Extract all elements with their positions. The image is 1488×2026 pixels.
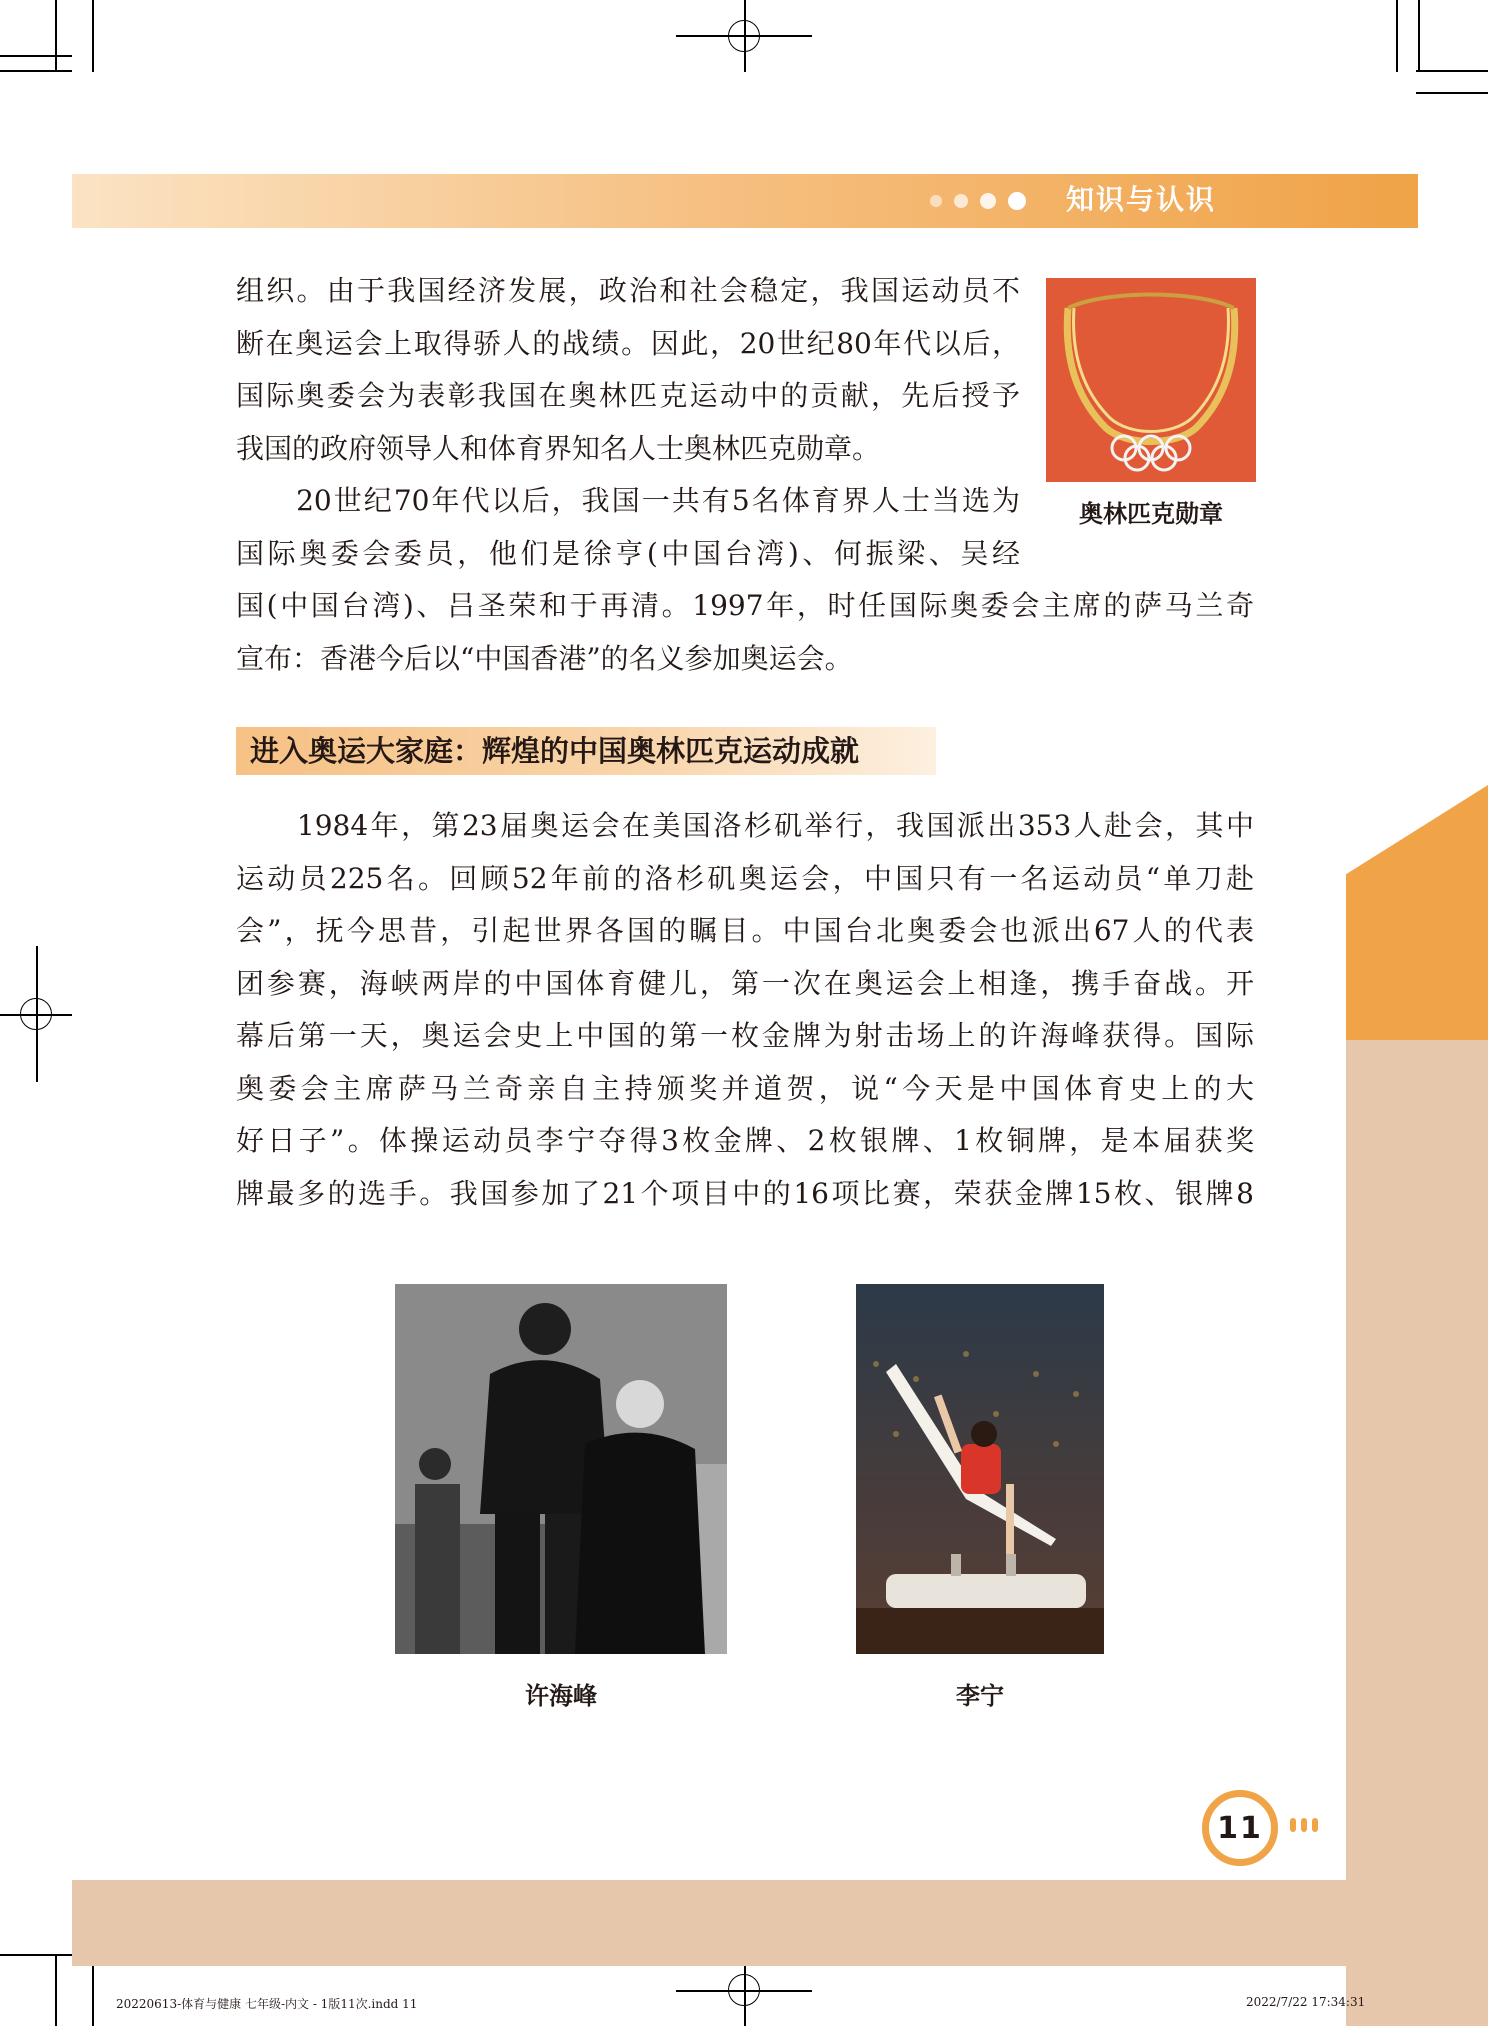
- text-line: 组织。由于我国经济发展，政治和社会稳定，我国运动员不: [236, 274, 1020, 307]
- text-line: 幕后第一天，奥运会史上中国的第一枚金牌为射击场上的许海峰获得。国际: [236, 1019, 1254, 1052]
- header-dot: [980, 193, 996, 209]
- text-line: 国(中国台湾)、吕圣荣和于再清。1997年，时任国际奥委会主席的萨马兰奇: [236, 589, 1254, 622]
- text-line: 断在奥运会上取得骄人的战绩。因此，20世纪80年代以后，: [236, 326, 1020, 360]
- registration-circle: [728, 1974, 760, 2006]
- crop-mark: [1418, 0, 1420, 72]
- text-line: 宣布：香港今后以“中国香港”的名义参加奥运会。: [236, 641, 853, 675]
- xu-haifeng-photo: [395, 1284, 727, 1654]
- text-line: 国际奥委会为表彰我国在奥林匹克运动中的贡献，先后授予: [236, 379, 1020, 412]
- page-dot: [1301, 1818, 1307, 1832]
- text-line: 牌最多的选手。我国参加了21个项目中的16项比赛，荣获金牌15枚、银牌8: [236, 1176, 1254, 1210]
- photo-caption-left: 许海峰: [525, 1682, 597, 1710]
- paragraph-1: [236, 265, 1020, 475]
- paragraph-3: [236, 800, 1254, 1220]
- text-line: 20世纪70年代以后，我国一共有5名体育界人士当选为: [236, 484, 1020, 517]
- olympic-medal-image: [1046, 278, 1256, 482]
- header-band: [72, 174, 1418, 228]
- crop-mark: [1396, 0, 1398, 72]
- header-dots: [930, 190, 1026, 212]
- crop-mark: [0, 70, 72, 72]
- text-line: 运动员225名。回顾52年前的洛杉矶奥运会，中国只有一名运动员“单刀赴: [236, 861, 1254, 895]
- header-dot: [954, 194, 968, 208]
- crop-mark: [55, 1954, 57, 2026]
- medal-caption: 奥林匹克勋章: [1079, 500, 1223, 528]
- side-decoration-tan: [1346, 1040, 1488, 2026]
- text-line: 1984年，第23届奥运会在美国洛杉矶举行，我国派出353人赴会，其中: [236, 809, 1254, 842]
- photo-caption-right: 李宁: [956, 1682, 1004, 1710]
- crop-mark: [92, 0, 94, 72]
- header-dot: [1008, 192, 1026, 210]
- header-section-label: 知识与认识: [1066, 183, 1217, 216]
- registration-circle: [728, 20, 760, 52]
- text-line: 我国的政府领导人和体育界知名人士奥林匹克勋章。: [236, 431, 881, 465]
- text-line: 团参赛，海峡两岸的中国体育健儿，第一次在奥运会上相逢，携手奋战。开: [236, 966, 1254, 1000]
- registration-circle: [20, 998, 52, 1030]
- page-dot: [1312, 1818, 1318, 1832]
- olympic-order-illustration: [1046, 278, 1256, 482]
- page-number: 11: [1217, 1810, 1263, 1846]
- section-heading: 进入奥运大家庭：辉煌的中国奥林匹克运动成就: [250, 734, 860, 768]
- gymnast-pommel-horse-illustration: [856, 1284, 1104, 1654]
- page-number-badge: [1202, 1790, 1278, 1866]
- award-ceremony-illustration: [395, 1284, 727, 1654]
- text-line: 国际奥委会委员，他们是徐亨(中国台湾)、何振梁、吴经: [236, 536, 1020, 570]
- side-decoration-orange: [1346, 785, 1488, 1040]
- bottom-band: [72, 1880, 1418, 1966]
- page-number-dots: [1290, 1818, 1318, 1832]
- li-ning-photo: [856, 1284, 1104, 1654]
- footer-file-info: 20220613-体育与健康 七年级-内文 - 1版11次.indd 11: [116, 1997, 418, 2011]
- header-dot: [930, 195, 942, 207]
- crop-mark: [1416, 70, 1488, 72]
- page-dot: [1290, 1818, 1296, 1832]
- text-line: 会”，抚今思昔，引起世界各国的瞩目。中国台北奥委会也派出67人的代表: [236, 914, 1254, 947]
- crop-mark: [0, 1954, 72, 1956]
- text-line: 奥委会主席萨马兰奇亲自主持颁奖并道贺，说“今天是中国体育史上的大: [236, 1071, 1254, 1105]
- text-line: 好日子”。体操运动员李宁夺得3枚金牌、2枚银牌、1枚铜牌，是本届获奖: [236, 1124, 1254, 1157]
- crop-mark: [1416, 92, 1488, 94]
- crop-mark: [0, 55, 72, 57]
- footer-timestamp: 2022/7/22 17:34:31: [1246, 1995, 1366, 2009]
- crop-mark: [55, 0, 57, 72]
